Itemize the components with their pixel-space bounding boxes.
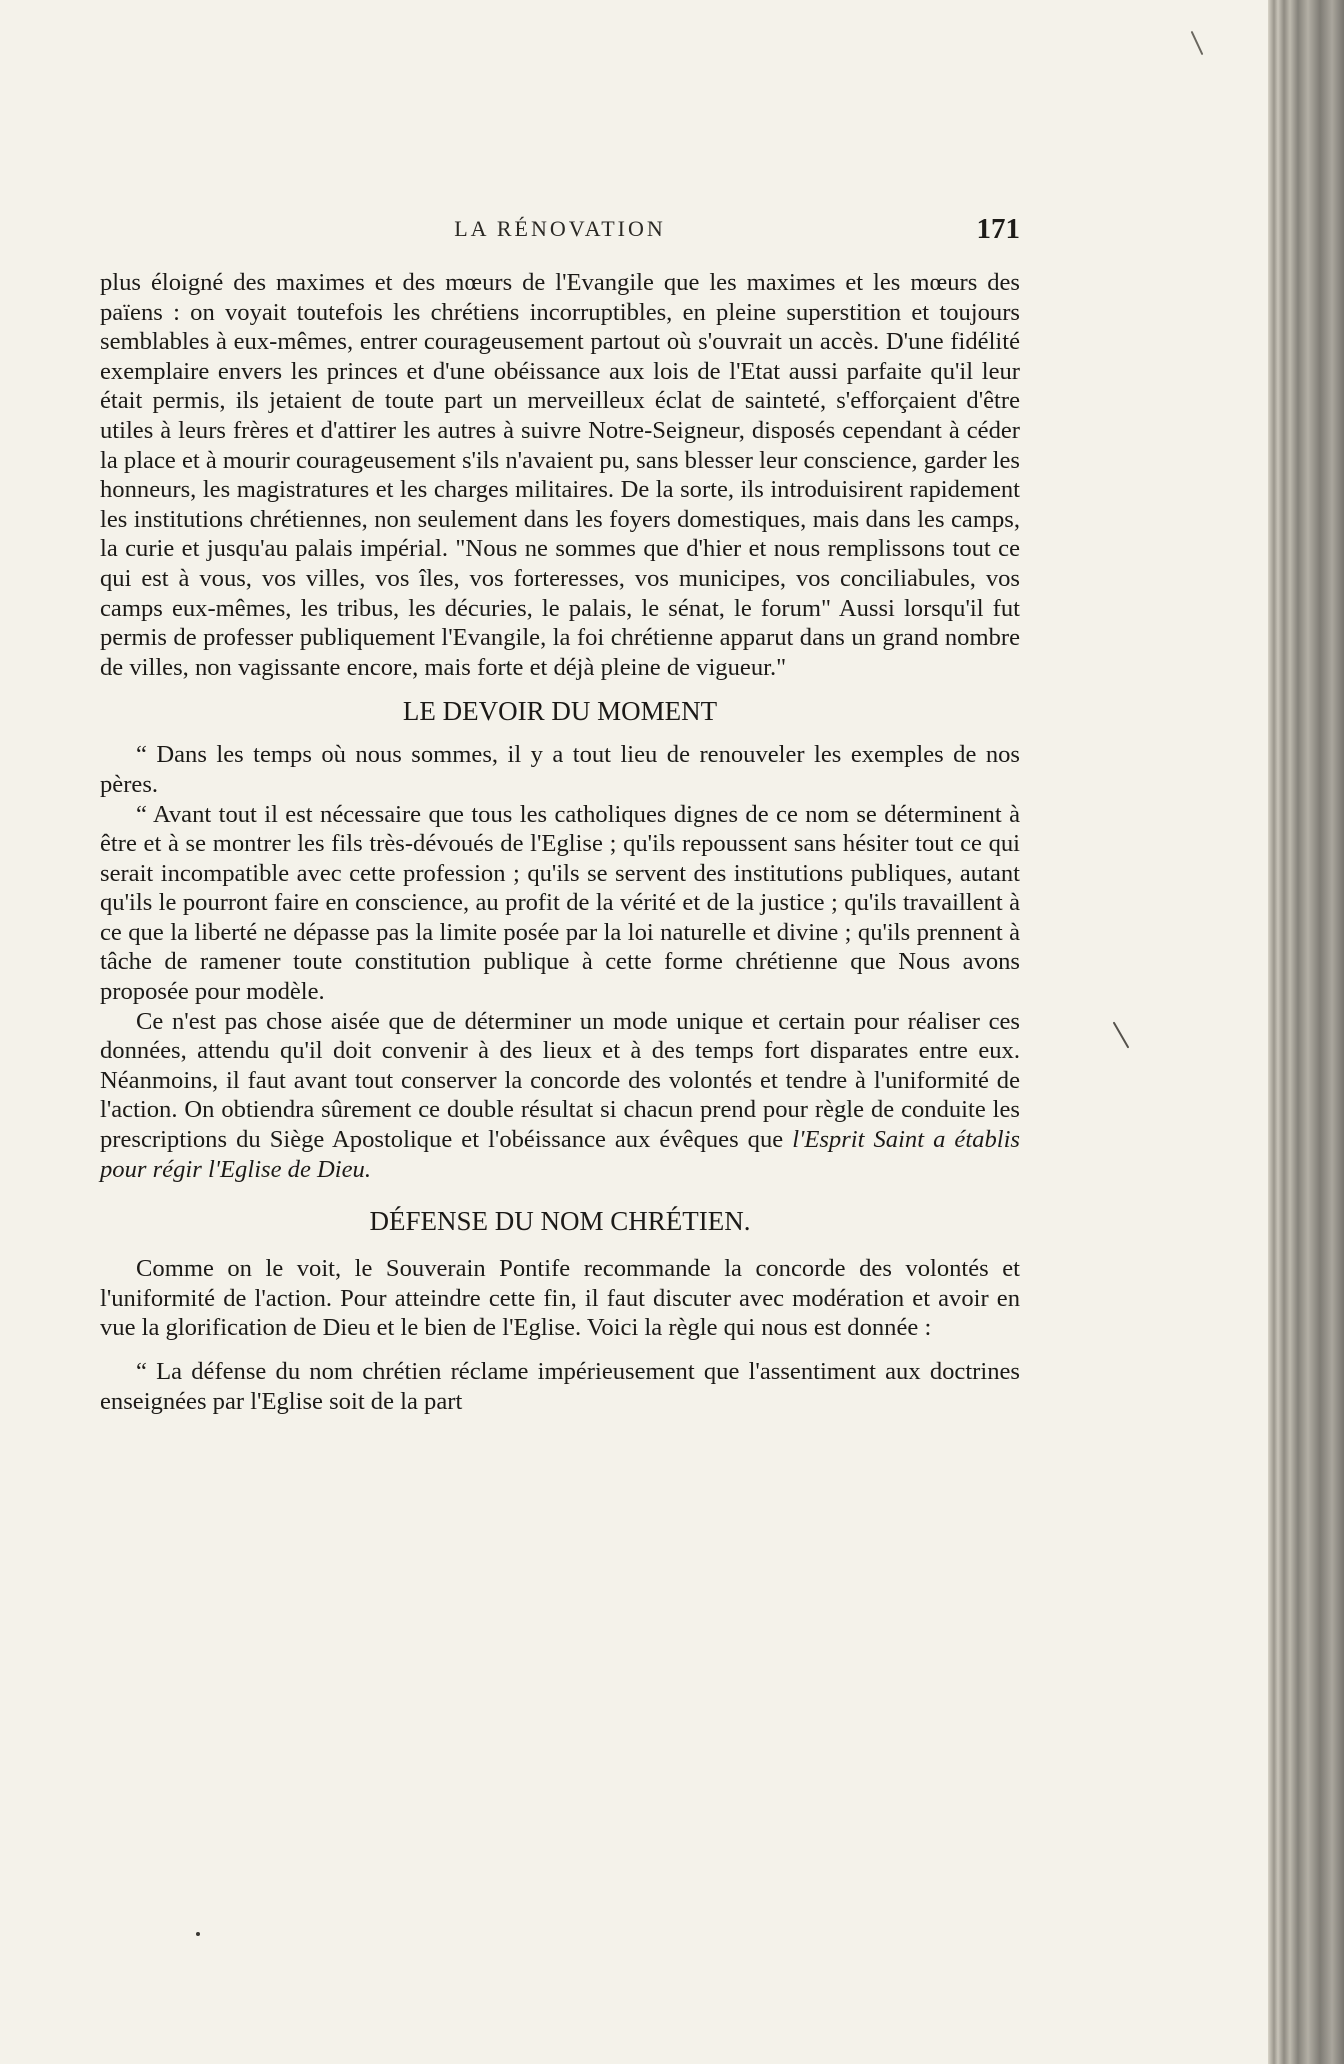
body-text bbox=[100, 268, 1020, 1416]
section-heading-devoir: LE DEVOIR DU MOMENT bbox=[402, 696, 718, 727]
paragraph-pontiff: Comme on le voit, le Souverain Pontife recommande la concorde des volontés et l'uniformité de l'action. Pour atteindre cette fin, il faut discuter avec modération et avoir en vue la glorification de Dieu et le bien de l'Eglise. Voici la règle qui nous est donnée : bbox=[100, 1255, 1020, 1342]
paragraph-concord-text: Ce n'est pas chose aisée que de déterminer un mode unique et certain pour réaliser ces données, attendu qu'il doit convenir à des lieux et à des temps fort disparates entre eux. Néanmoins, il faut avant tout conserver la concorde des volontés et tendre à l'uniformité de l'action. On obtiendra sûrement ce double résultat si chacun prend pour règle de conduite les prescriptions du Siège Apostolique et l'obéissance aux évêques que bbox=[100, 1007, 1020, 1154]
corner-mark bbox=[1191, 31, 1204, 55]
section-heading-defense: DÉFENSE DU NOM CHRÉTIEN. bbox=[369, 1206, 751, 1237]
paragraph-early-christians: plus éloigné des maximes et des mœurs de l'Evangile que les maximes et les mœurs des païens : on voyait toutefois les chrétiens incorruptibles, en pleine superstition et toujours semblables à eux-mêmes, entrer courageusement partout où s'ouvrait un accès. D'une fidélité exemplaire envers les princes et d'une obéissance aux lois de l'Etat aussi parfaite qu'il leur était permis, ils jetaient de toute part un merveilleux éclat de sainteté, s'efforçaient d'être utiles à leurs frères et d'attirer les autres à suivre Notre-Seigneur, disposés cependant à céder la place et à mourir courageusement s'ils n'avaient pu, sans blesser leur conscience, garder les honneurs, les magistratures et les charges militaires. De la sorte, ils introduisirent rapidement les institutions chrétiennes, non seulement dans les foyers domestiques, mais dans les camps, la curie et jusqu'au palais impérial. "Nous ne sommes que d'hier et nous remplissons tout ce qui est à vous, vos villes, vos îles, vos forteresses, vos municipes, vos conciliabules, vos camps eux-mêmes, les tribus, les décuries, le palais, le sénat, le forum" Aussi lorsqu'il fut permis de professer publiquement l'Evangile, la foi chrétienne apparut dans un grand nombre de villes, non vagissante encore, mais forte et déjà pleine de vigueur." bbox=[100, 269, 1020, 681]
paragraph-defense-quote: “ La défense du nom chrétien réclame impérieusement que l'assentiment aux doctrines enseignées par l'Eglise soit de la part bbox=[100, 1358, 1020, 1415]
page-edge-shadow bbox=[1268, 0, 1344, 2064]
paragraph-renew-examples: “ Dans les temps où nous sommes, il y a tout lieu de renouveler les exemples de nos pères. bbox=[100, 741, 1020, 798]
running-head bbox=[100, 212, 1020, 246]
paragraph-concord-italic: l'Esprit Saint a établis pour régir l'Eglise de Dieu. bbox=[100, 1126, 1020, 1183]
margin-mark bbox=[1113, 1022, 1130, 1049]
paragraph-catholic-duties: “ Avant tout il est nécessaire que tous les catholiques dignes de ce nom se déterminent à être et à se montrer les fils très-dévoués de l'Eglise ; qu'ils repoussent sans hésiter tout ce qui serait incompatible avec cette profession ; qu'ils se servent des institutions publiques, autant qu'ils le pourront faire en conscience, au profit de la vérité et de la justice ; qu'ils travaillent à ce que la liberté ne dépasse pas la limite posée par la loi naturelle et divine ; qu'ils prennent à tâche de ramener toute constitution publique à cette forme chrétienne que Nous avons proposée pour modèle. bbox=[100, 800, 1020, 1006]
page-number: 171 bbox=[976, 213, 1020, 245]
ink-speck bbox=[196, 1932, 200, 1936]
running-head-title: LA RÉNOVATION bbox=[454, 216, 666, 241]
paragraph-concord bbox=[100, 1007, 1020, 1185]
